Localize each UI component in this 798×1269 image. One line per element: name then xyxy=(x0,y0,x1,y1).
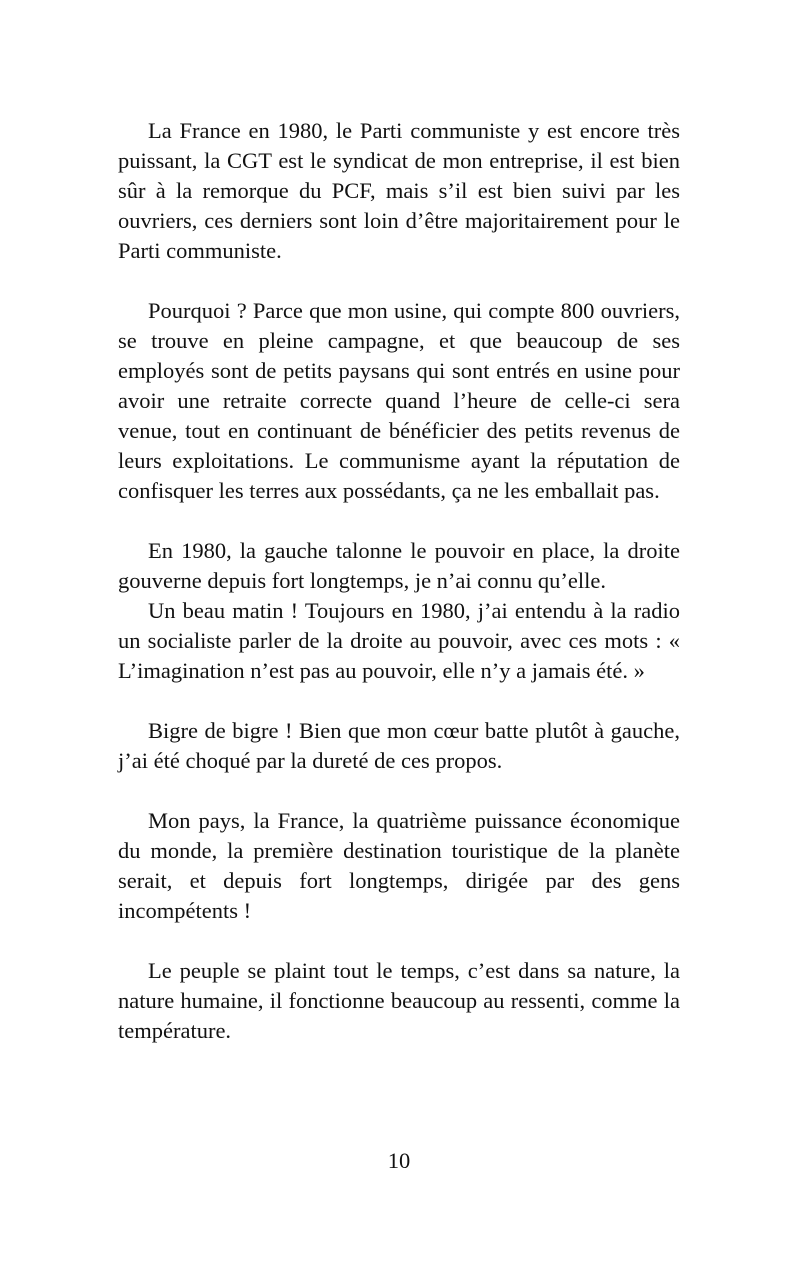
paragraph-4: Un beau matin ! Toujours en 1980, j’ai entendu à la radio un socialiste parler de la droite au pouvoir, avec ces mots : « L’imagination n’est pas au pouvoir, elle n’y a jamais été. » xyxy=(118,598,680,683)
page-number: 10 xyxy=(387,1148,411,1173)
paragraph-2: Pourquoi ? Parce que mon usine, qui compte 800 ouvriers, se trouve en pleine campagne, et que beaucoup de ses employés sont de petits paysans qui sont entrés en usine pour avoir une retraite correcte quand l’heure de celle-ci sera venue, tout en continuant de bénéficier des petits revenus de leurs exploitations. Le communisme ayant la réputation de confisquer les terres aux possédants, ça ne les emballait pas. xyxy=(118,298,680,503)
paragraph-3: En 1980, la gauche talonne le pouvoir en place, la droite gouverne depuis fort longtemps, je n’ai connu qu’elle. xyxy=(118,538,680,593)
page-body xyxy=(118,116,680,1046)
paragraph-7: Le peuple se plaint tout le temps, c’est dans sa nature, la nature humaine, il fonctionne beaucoup au ressenti, comme la température. xyxy=(118,958,680,1043)
paragraph-1: La France en 1980, le Parti communiste y est encore très puissant, la CGT est le syndicat de mon entreprise, il est bien sûr à la remorque du PCF, mais s’il est bien suivi par les ouvriers, ces derniers sont loin d’être majoritairement pour le Parti communiste. xyxy=(118,118,680,263)
paragraph-5: Bigre de bigre ! Bien que mon cœur batte plutôt à gauche, j’ai été choqué par la dureté de ces propos. xyxy=(118,718,680,773)
paragraph-6: Mon pays, la France, la quatrième puissance économique du monde, la première destination touristique de la planète serait, et depuis fort longtemps, dirigée par des gens incompétents ! xyxy=(118,808,680,923)
